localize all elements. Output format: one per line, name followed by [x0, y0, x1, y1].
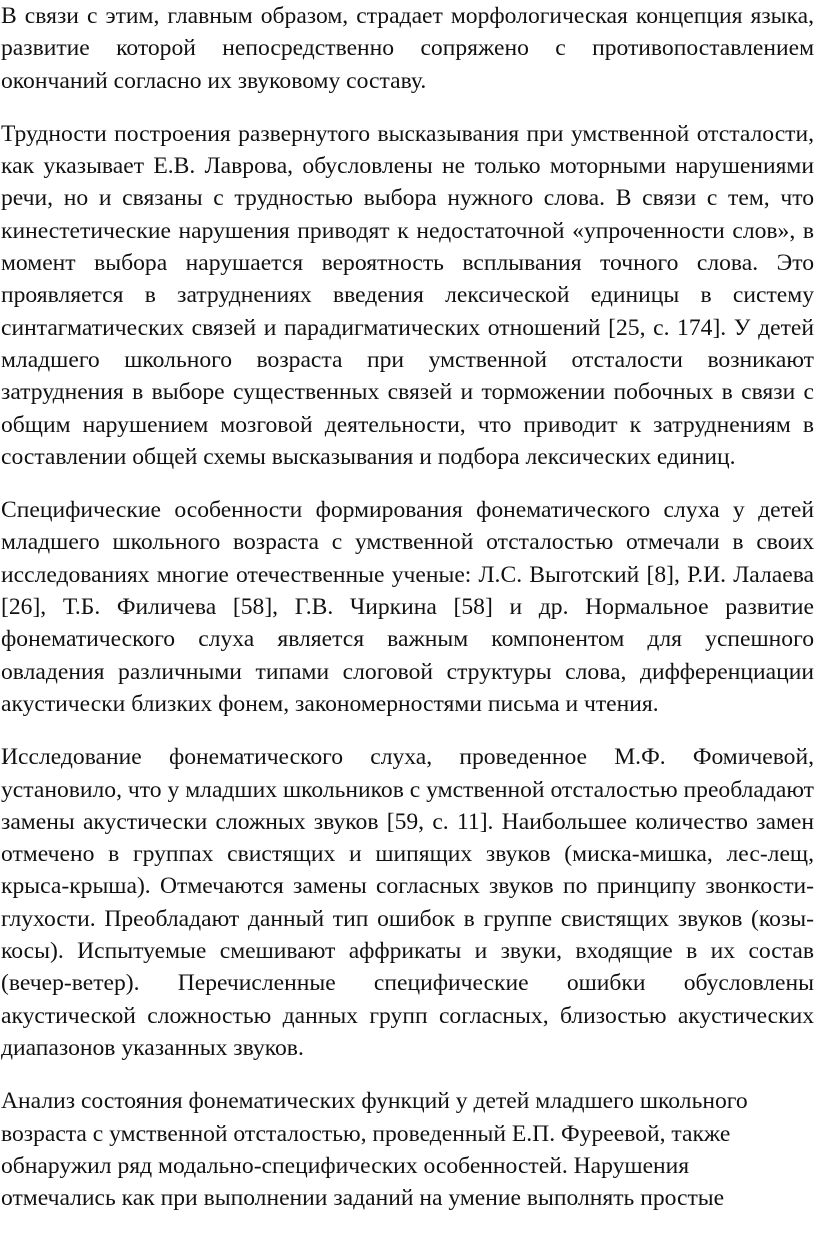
- paragraph-morphology: В связи с этим, главным образом, страдает морфологическая концепция языка, развитие которой непосредственно сопряжено с противопоставлением окончаний согласно их звуковому составу.: [1, 3, 814, 94]
- paragraph-speech-difficulties: Трудности построения развернутого высказывания при умственной отсталости, как указывает Е.В. Лаврова, обусловлены не только моторными нарушениями речи, но и связаны с трудностью выбора нужного слова. В связи с тем, что кинестетические нарушения приводят к недостаточной «упроченности слов», в момент выбора нарушается вероятность всплывания точного слова. Это проявляется в затруднениях введения лексической единицы в систему синтагматических связей и парадигматических отношений [25, с. 174]. У детей младшего школьного возраста при умственной отсталости возникают затруднения в выборе существенных связей и торможении побочных в связи с общим нарушением мозговой деятельности, что приводит к затруднениям в составлении общей схемы высказывания и подбора лексических единиц.: [1, 120, 814, 470]
- paragraph-fureeva-analysis: Анализ состояния фонематических функций у детей младшего школьного возраста с умственной отсталостью, проведенный Е.П. Фуреевой, также обнаружил ряд модально-специфических особенностей. Нарушения отмечались как при выполнении заданий на умение выполнять простые: [1, 1088, 748, 1212]
- paragraph-phonemic-hearing: Специфические особенности формирования фонематического слуха у детей младшего школьного возраста с умственной отсталостью отмечали в своих исследованиях многие отечественные ученые: Л.С. Выготский [8], Р.И. Лалаева [26], Т.Б. Филичева [58], Г.В. Чиркина [58] и др. Нормальное развитие фонематического слуха является важным компонентом для успешного овладения различными типами слоговой структуры слова, дифференциации акустически близких фонем, закономерностями письма и чтения.: [1, 497, 814, 717]
- paragraph-fomicheva-study: Исследование фонематического слуха, проведенное М.Ф. Фомичевой, установило, что у младших школьников с умственной отсталостью преобладают замены акустически сложных звуков [59, с. 11]. Наибольшее количество замен отмечено в группах свистящих и шипящих звуков (миска-мишка, лес-лещ, крыса-крыша). Отмечаются замены согласных звуков по принципу звонкости-глухости. Преобладают данный тип ошибок в группе свистящих звуков (козы- косы). Испытуемые смешивают аффрикаты и звуки, входящие в их состав (вечер-ветер). Перечисленные специфические ошибки обусловлены акустической сложностью данных групп согласных, близостью акустических диапазонов указанных звуков.: [1, 744, 814, 1061]
